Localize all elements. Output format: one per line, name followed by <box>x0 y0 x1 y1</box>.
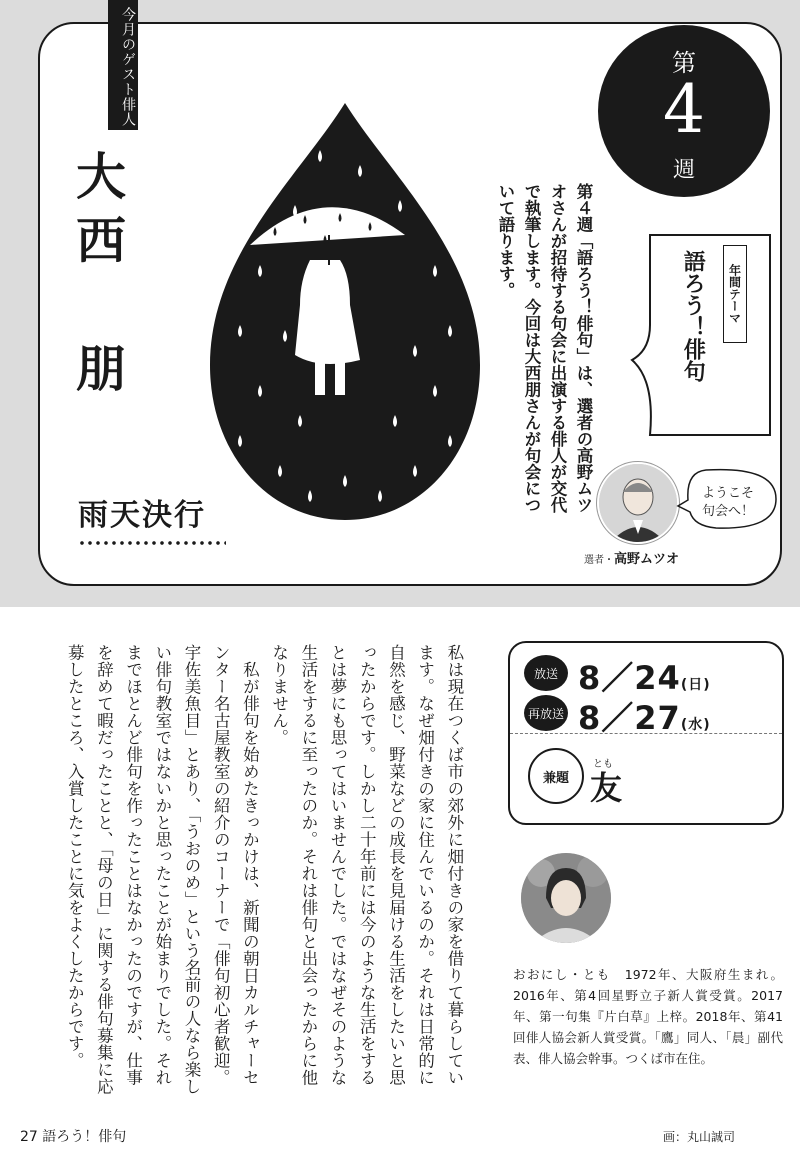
theme-label: 年間テーマ <box>723 245 747 343</box>
air-day: (日) <box>680 677 711 693</box>
essay-body <box>60 644 469 1096</box>
welcome-text-2: 句会へ！ <box>701 504 754 519</box>
author-photo <box>521 853 611 943</box>
divider <box>510 733 782 734</box>
guest-name: 大西 朋 <box>68 150 126 406</box>
author-profile: おおにし・とも 1972年、大阪府生まれ。2016年、第4回星野立子新人賞受賞。2017年、第一句集『片白草』上梓。2018年、第41回俳人協会新人賞受賞。「鷹」同人、「晨」副代表、俳人協会幹事。つくば市在住。 <box>513 967 783 1066</box>
broadcast-info <box>508 641 784 825</box>
air-label: 放送 <box>524 655 568 691</box>
rerun-label: 再放送 <box>524 695 568 731</box>
selector-name: 高野ムツオ <box>614 552 680 567</box>
week-prefix: 第 <box>672 49 696 77</box>
dotted-underline <box>78 540 226 546</box>
selector-credit <box>584 548 679 567</box>
illustrator-credit: 画：丸山誠司 <box>663 1130 736 1144</box>
kendai-ruby: とも <box>593 759 613 770</box>
intro-text: 第４週「語ろう！俳句」は、選者の高野ムツオさんが招待する句会に出演する俳人が交代で執筆します。今回は大西朋さんが句会について語ります。 <box>496 183 593 513</box>
air-date-value: 8／24 <box>578 659 681 697</box>
guest-label: 今月のゲスト俳人 <box>108 0 138 130</box>
theme-title: 語ろう！俳句 <box>680 250 706 382</box>
selector-role: 選者・ <box>584 555 614 566</box>
essay-paragraph: 私は現在つくば市の郊外に畑付きの家を借りて暮らしています。なぜ畑付きの家に住んでいるのか。それは日常的に自然を感じ、野菜などの成長を見届ける生活をしたいと思ったからです。しかし二十年前には今のような生活をするとは夢にも思ってはいませんでした。ではなぜそのような生活をするに至ったのか。それは俳句と出会ったからに他なりません。 <box>269 644 464 1086</box>
essay-paragraph: 私が俳句を始めたきっかけは、新聞の朝日カルチャーセンター名古屋教室の紹介のコーナーで「俳句初心者歓迎。宇佐美魚目」とあり、「うおのめ」という名前の人なら楽しい俳句教室ではないかと思ったことが始まりでした。それまでほとんど俳句を作ったことはなかったのですが、仕事を辞めて暇だったことと、「母の日」に関する俳句募集に応募したところ、入賞したことに気をよくしたからです。 <box>65 644 260 1095</box>
work-title: 雨天決行 <box>78 498 206 533</box>
rerun-day: (水) <box>680 717 711 733</box>
week-badge <box>598 25 770 197</box>
selector-photo <box>597 462 679 544</box>
kendai-value: 友 <box>590 769 623 807</box>
welcome-text-1: ようこそ <box>701 486 754 501</box>
week-suffix: 週 <box>672 158 695 183</box>
rerun-date-value: 8／27 <box>578 699 681 737</box>
page-folio: 27 語ろう！俳句 <box>20 1129 127 1145</box>
rain-illustration <box>200 95 490 525</box>
week-number: 4 <box>663 71 705 148</box>
kendai-label: 兼題 <box>528 748 584 804</box>
